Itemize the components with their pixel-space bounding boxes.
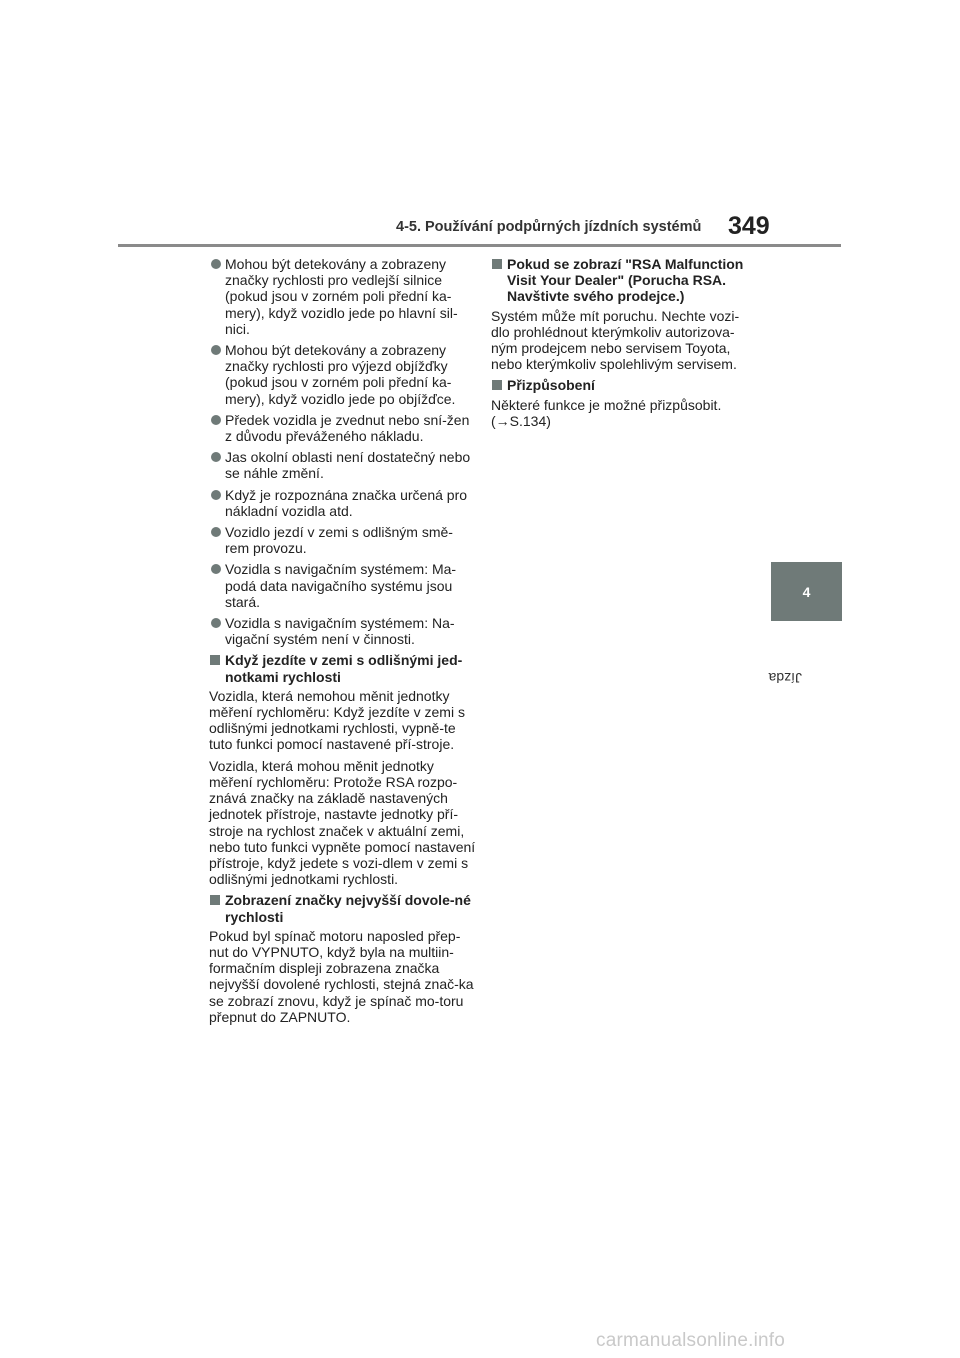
right-column: [491, 256, 749, 434]
paragraph: Vozidla, která mohou měnit jednotky měření rychloměru: Protože RSA rozpo-znává značky na základě nastavených jednotek přístroje, nastavte jednotky pří-stroje na rychlost značek v aktuální zemi, nebo tuto funkci vypněte pomocí nastavení přístroje, když jedete s vozi-dlem v zemi s odlišnými jednotkami rychlosti.: [209, 757, 476, 888]
section-heading-malfunction: Pokud se zobrazí "RSA Malfunction Visit Your Dealer" (Porucha RSA. Navštivte svého prodejce.): [491, 256, 749, 305]
bullet-item: Mohou být detekovány a zobrazeny značky rychlosti pro vedlejší silnice (pokud jsou v zorném poli přední ka-mery), když vozidlo jede po hlavní sil-nici.: [209, 256, 477, 337]
paragraph: Vozidla, která nemohou měnit jednotky měření rychloměru: Když jezdíte v zemi s odlišnými jednotkami rychlosti, vypně-te tuto funkci pomocí nastavené pří-stroje.: [209, 687, 465, 753]
section-title: 4-5. Používání podpůrných jízdních systémů: [396, 219, 702, 235]
chapter-label: [768, 632, 826, 686]
section-heading-units: Když jezdíte v zemi s odlišnými jed-notkami rychlosti: [209, 652, 477, 684]
bullet-item: Vozidlo jezdí v zemi s odlišným smě-rem provozu.: [209, 524, 477, 556]
left-column: [209, 256, 477, 1030]
section-heading-customization: Přizpůsobení: [491, 377, 749, 393]
chapter-tab[interactable]: [771, 562, 842, 621]
watermark: carmanualsonline.info: [596, 1330, 786, 1351]
paragraph: Pokud byl spínač motoru naposled přep-nut do VYPNUTO, když byla na multiin-formačním displeji zobrazena značka nejvyšší dovolené rychlosti, stejná znač-ka se zobrazí znovu, když je spínač mo-toru přepnut do ZAPNUTO.: [209, 927, 474, 1025]
section-heading-display: Zobrazení značky nejvyšší dovole-né rychlosti: [209, 892, 477, 924]
header-divider: [118, 244, 841, 247]
bullet-item: Vozidla s navigačním systémem: Na-vigační systém není v činnosti.: [209, 615, 477, 647]
bullet-item: Mohou být detekovány a zobrazeny značky rychlosti pro výjezd objížďky (pokud jsou v zorném poli přední ka-mery), když vozidlo jede po objížďce.: [209, 342, 477, 407]
bullet-item: Vozidla s navigačním systémem: Ma-podá data navigačního systému jsou stará.: [209, 561, 477, 610]
bullet-item: Když je rozpoznána značka určená pro nákladní vozidla atd.: [209, 487, 477, 519]
paragraph: Některé funkce je možné přizpůsobit. (→S.134): [491, 396, 722, 429]
bullet-item: Jas okolní oblasti není dostatečný nebo se náhle změní.: [209, 449, 477, 481]
chapter-number: 4: [802, 583, 811, 600]
bullet-item: Předek vozidla je zvednut nebo sní-žen z důvodu převáženého nákladu.: [209, 412, 477, 444]
paragraph: Systém může mít poruchu. Nechte vozi-dlo prohlédnout kterýmkoliv autorizova-ným prodejcem nebo servisem Toyota, nebo kterýmkoliv spolehlivým servisem.: [491, 307, 740, 373]
page-number: 349: [728, 212, 770, 240]
chapter-label-text: Jízda: [768, 670, 802, 686]
